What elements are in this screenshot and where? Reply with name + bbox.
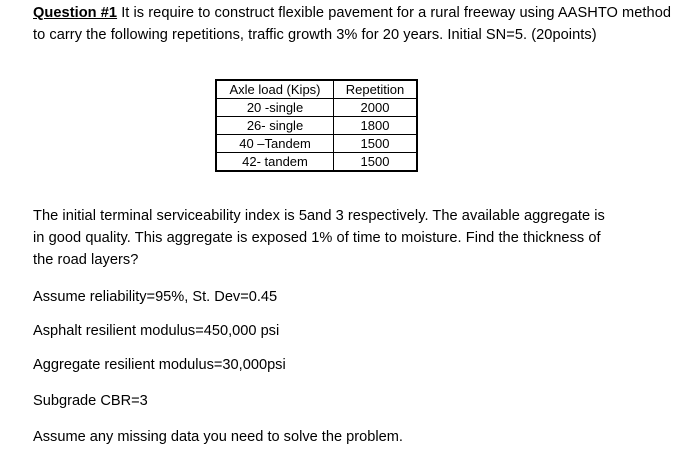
axle-load-cell: 20 -single [216, 99, 334, 117]
repetition-cell: 2000 [334, 99, 418, 117]
axle-load-cell: 26- single [216, 117, 334, 135]
question-text: It is require to construct flexible pavement for a rural freeway using AASHTO method to carry the following repetitions, traffic growth 3% for 20 years. Initial SN=5. (20points) [33, 5, 672, 43]
missing-data-line: Assume any missing data you need to solve the problem. [33, 429, 403, 445]
repetition-cell: 1800 [334, 117, 418, 135]
table-header-row [216, 80, 417, 99]
axle-load-cell: 42- tandem [216, 153, 334, 172]
question-label: Question #1 [33, 5, 118, 21]
reliability-line: Assume reliability=95%, St. Dev=0.45 [33, 289, 278, 305]
table-row [216, 117, 417, 135]
column-header-axle-load: Axle load (Kips) [216, 80, 334, 99]
axle-load-cell: 40 –Tandem [216, 135, 334, 153]
table-row [216, 99, 417, 117]
column-header-repetition: Repetition [334, 80, 418, 99]
table-row [216, 135, 417, 153]
table-row [216, 153, 417, 172]
asphalt-modulus-line: Asphalt resilient modulus=450,000 psi [33, 323, 280, 339]
repetition-cell: 1500 [334, 153, 418, 172]
aggregate-modulus-line: Aggregate resilient modulus=30,000psi [33, 357, 286, 373]
repetition-cell: 1500 [334, 135, 418, 153]
question-paragraph [33, 2, 673, 46]
subgrade-line: Subgrade CBR=3 [33, 393, 148, 409]
axle-load-table [215, 79, 418, 172]
serviceability-paragraph: The initial terminal serviceability index is 5and 3 respectively. The available aggregate is in good quality. This aggregate is exposed 1% of time to moisture. Find the thickness of the road layers? [33, 208, 605, 268]
